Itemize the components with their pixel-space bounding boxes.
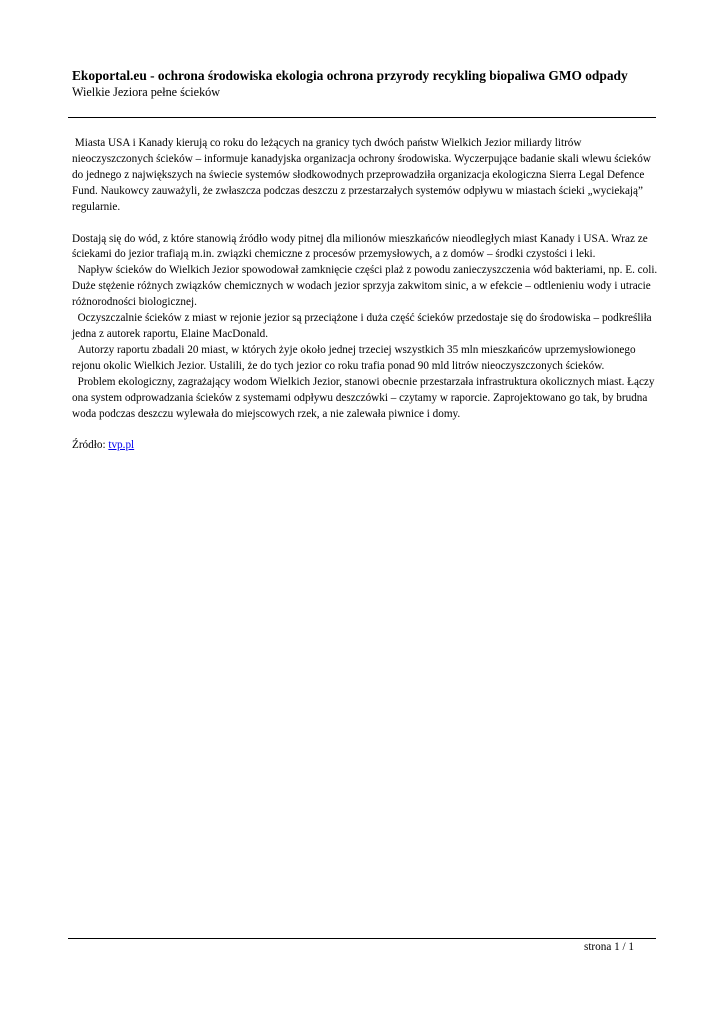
source-label: Źródło: [72,439,106,452]
article-body [72,136,660,454]
article-title: Wielkie Jeziora pełne ścieków [72,85,221,99]
page-number: strona 1 / 1 [583,941,634,953]
footer-divider [68,938,656,939]
article-paragraph: Problem ekologiczny, zagrażający wodom Wielkich Jezior, stanowi obecnie przestarzała infrastruktura okolicznych miast. Łączy ona system odprowadzania ścieków z systemami odpływu deszczówki – czytamy w raporcie. Zaprojektowano go tak, by brudna woda podczas deszczu wylewała do miejscowych rzek, a nie zalewała piwnice i domy. [72,375,655,420]
article-paragraph: Napływ ścieków do Wielkich Jezior spowodował zamknięcie części plaż z powodu zanieczyszczenia wód bakteriami, np. E. coli. Duże stężenie różnych związków chemicznych w wodach jezior sprzyja zakwitom sinic, a w efekcie – odtlenieniu wody i utracie różnorodności biologicznej. [72,264,658,309]
article-paragraph: Miasta USA i Kanady kierują co roku do leżących na granicy tych dwóch państw Wielkich Jezior miliardy litrów nieoczyszczonych ścieków – informuje kanadyjska organizacja ochrony środowiska. Wyczerpujące badanie skali wlewu ścieków do jednego z największych na świecie systemów słodkowodnych przeprowadziła organizacja ekologiczna Sierra Legal Defence Fund. Naukowcy zauważyli, że zwłaszcza podczas deszczu z przestarzałych systemów odpływu w miastach ścieki „wyciekają” regularnie. [72,137,651,213]
header-divider [68,117,656,118]
source-link[interactable]: tvp.pl [108,439,135,452]
article-paragraph: Oczyszczalnie ścieków z miast w rejonie jezior są przeciążone i duża część ścieków przedostaje się do środowiska – podkreśliła jedna z autorek raportu, Elaine MacDonald. [72,312,652,340]
source-line [72,438,660,454]
site-title: Ekoportal.eu - ochrona środowiska ekologia ochrona przyrody recykling biopaliwa GMO odpady [72,68,628,83]
article-paragraph: Dostają się do wód, z które stanowią źródło wody pitnej dla milionów mieszkańców nieodległych miast Kanady i USA. Wraz ze ściekami do jezior trafiają m.in. związki chemiczne z procesów przemysłowych, a z domów – środki czystości i leki. [72,232,648,261]
article-paragraph: Autorzy raportu zbadali 20 miast, w których żyje około jednej trzeciej wszystkich 35 mln mieszkańców uprzemysłowionego rejonu okolic Wielkich Jezior. Ustalili, że do tych jezior co roku trafia ponad 90 mld litrów nieoczyszczonych ścieków. [72,343,636,372]
document-header [72,68,660,100]
